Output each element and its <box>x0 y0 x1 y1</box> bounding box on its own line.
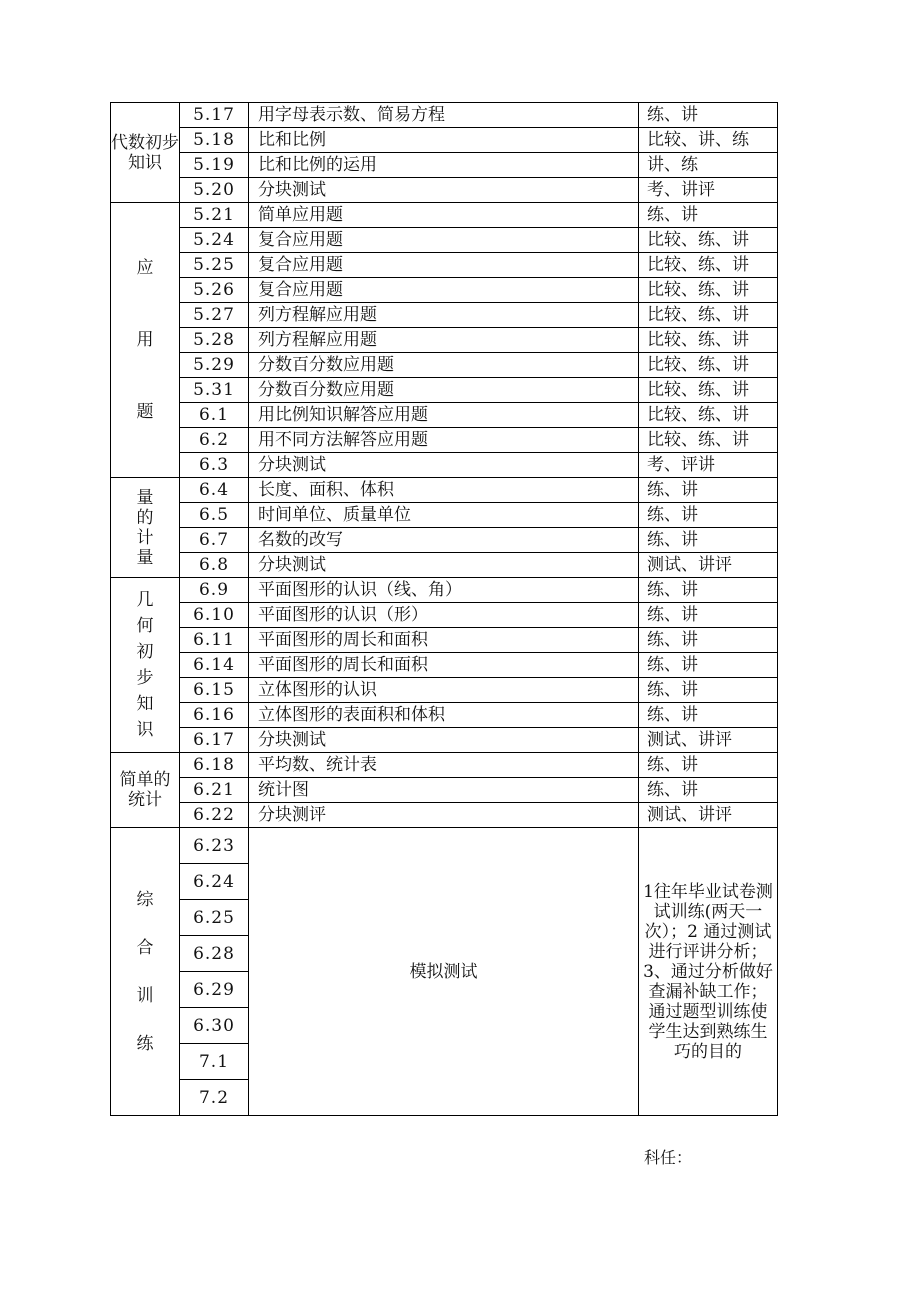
table-row <box>111 578 778 603</box>
table-row <box>111 103 778 128</box>
section-char: 用 <box>136 330 154 350</box>
table-row <box>111 353 778 378</box>
date-cell: 6.2 <box>180 428 249 453</box>
table-row <box>111 428 778 453</box>
note-cell: 1往年毕业试卷测试训练(两天一次）；2 通过测试进行评讲分析；3、通过分析做好查漏补缺工作；通过题型训练使学生达到熟练生巧的目的 <box>639 828 778 1116</box>
section-char: 初 <box>136 642 154 662</box>
method-cell: 比较、练、讲 <box>639 403 778 428</box>
section-geometry <box>111 578 180 753</box>
section-char: 量 <box>136 487 154 508</box>
topic-cell: 平均数、统计表 <box>249 753 639 778</box>
method-cell: 测试、讲评 <box>639 728 778 753</box>
method-cell: 练、讲 <box>639 203 778 228</box>
date-cell: 6.23 <box>180 828 249 864</box>
date-cell: 5.31 <box>180 378 249 403</box>
date-cell: 6.30 <box>180 1008 249 1044</box>
table-row <box>111 128 778 153</box>
table-row <box>111 178 778 203</box>
date-cell: 6.16 <box>180 703 249 728</box>
method-cell: 练、讲 <box>639 703 778 728</box>
date-cell: 6.4 <box>180 478 249 503</box>
date-cell: 5.17 <box>180 103 249 128</box>
method-cell: 比较、练、讲 <box>639 353 778 378</box>
table-row <box>111 378 778 403</box>
table-row <box>111 228 778 253</box>
topic-cell: 比和比例 <box>249 128 639 153</box>
table-row <box>111 478 778 503</box>
table-row <box>111 703 778 728</box>
topic-cell: 分数百分数应用题 <box>249 378 639 403</box>
table-row <box>111 403 778 428</box>
topic-cell: 分块测试 <box>249 178 639 203</box>
date-cell: 6.21 <box>180 778 249 803</box>
date-cell: 6.14 <box>180 653 249 678</box>
topic-cell: 分块测评 <box>249 803 639 828</box>
section-char: 识 <box>136 720 154 740</box>
method-cell: 练、讲 <box>639 603 778 628</box>
date-cell: 5.24 <box>180 228 249 253</box>
table-row <box>111 603 778 628</box>
table-row <box>111 628 778 653</box>
section-measure <box>111 478 180 578</box>
topic-cell: 用字母表示数、简易方程 <box>249 103 639 128</box>
topic-cell: 比和比例的运用 <box>249 153 639 178</box>
topic-cell: 用不同方法解答应用题 <box>249 428 639 453</box>
topic-cell: 列方程解应用题 <box>249 303 639 328</box>
method-cell: 练、讲 <box>639 578 778 603</box>
method-cell: 比较、练、讲 <box>639 303 778 328</box>
date-cell: 5.18 <box>180 128 249 153</box>
date-cell: 6.10 <box>180 603 249 628</box>
date-cell: 6.7 <box>180 528 249 553</box>
date-cell: 6.5 <box>180 503 249 528</box>
table-row <box>111 303 778 328</box>
schedule-table <box>110 102 778 1116</box>
topic-cell: 分块测试 <box>249 728 639 753</box>
date-cell: 5.21 <box>180 203 249 228</box>
date-cell: 6.1 <box>180 403 249 428</box>
section-char: 应 <box>136 258 154 278</box>
topic-cell: 平面图形的认识（线、角） <box>249 578 639 603</box>
date-cell: 6.22 <box>180 803 249 828</box>
topic-cell: 平面图形的认识（形） <box>249 603 639 628</box>
date-cell: 6.3 <box>180 453 249 478</box>
topic-cell: 分块测试 <box>249 553 639 578</box>
method-cell: 练、讲 <box>639 653 778 678</box>
section-comprehensive <box>111 828 180 1116</box>
date-cell: 6.25 <box>180 900 249 936</box>
table-row <box>111 778 778 803</box>
topic-cell: 分数百分数应用题 <box>249 353 639 378</box>
date-cell: 6.29 <box>180 972 249 1008</box>
topic-cell: 简单应用题 <box>249 203 639 228</box>
section-char: 练 <box>136 1033 154 1054</box>
method-cell: 考、讲评 <box>639 178 778 203</box>
date-cell: 6.15 <box>180 678 249 703</box>
section-statistics: 简单的统计 <box>111 753 180 828</box>
section-char: 量 <box>136 547 154 568</box>
table-row <box>111 203 778 228</box>
date-cell: 6.18 <box>180 753 249 778</box>
section-char: 题 <box>136 402 154 422</box>
method-cell: 比较、练、讲 <box>639 328 778 353</box>
section-char: 计 <box>136 527 154 548</box>
topic-cell: 时间单位、质量单位 <box>249 503 639 528</box>
section-char: 合 <box>136 937 154 958</box>
date-cell: 6.9 <box>180 578 249 603</box>
topic-cell: 统计图 <box>249 778 639 803</box>
table-row <box>111 453 778 478</box>
method-cell: 比较、练、讲 <box>639 278 778 303</box>
table-row <box>111 653 778 678</box>
topic-cell: 复合应用题 <box>249 228 639 253</box>
topic-cell: 立体图形的表面积和体积 <box>249 703 639 728</box>
method-cell: 练、讲 <box>639 628 778 653</box>
mock-test-cell: 模拟测试 <box>249 828 639 1116</box>
date-cell: 5.25 <box>180 253 249 278</box>
topic-cell: 列方程解应用题 <box>249 328 639 353</box>
method-cell: 测试、讲评 <box>639 803 778 828</box>
topic-cell: 平面图形的周长和面积 <box>249 653 639 678</box>
method-cell: 比较、练、讲 <box>639 253 778 278</box>
topic-cell: 平面图形的周长和面积 <box>249 628 639 653</box>
section-application <box>111 203 180 478</box>
topic-cell: 分块测试 <box>249 453 639 478</box>
date-cell: 5.27 <box>180 303 249 328</box>
date-cell: 5.29 <box>180 353 249 378</box>
method-cell: 练、讲 <box>639 778 778 803</box>
method-cell: 考、评讲 <box>639 453 778 478</box>
date-cell: 6.24 <box>180 864 249 900</box>
date-cell: 6.11 <box>180 628 249 653</box>
topic-cell: 名数的改写 <box>249 528 639 553</box>
method-cell: 练、讲 <box>639 478 778 503</box>
date-cell: 6.17 <box>180 728 249 753</box>
table-row <box>111 328 778 353</box>
method-cell: 练、讲 <box>639 678 778 703</box>
section-char: 几 <box>136 590 154 610</box>
table-row <box>111 503 778 528</box>
topic-cell: 复合应用题 <box>249 278 639 303</box>
section-char: 的 <box>136 507 154 528</box>
section-char: 何 <box>136 616 154 636</box>
method-cell: 比较、练、讲 <box>639 378 778 403</box>
date-cell: 5.28 <box>180 328 249 353</box>
method-cell: 练、讲 <box>639 503 778 528</box>
date-cell: 6.28 <box>180 936 249 972</box>
section-algebra: 代数初步知识 <box>111 103 180 203</box>
table-row <box>111 153 778 178</box>
topic-cell: 用比例知识解答应用题 <box>249 403 639 428</box>
method-cell: 讲、练 <box>639 153 778 178</box>
date-cell: 6.8 <box>180 553 249 578</box>
date-cell: 7.2 <box>180 1080 249 1116</box>
method-cell: 练、讲 <box>639 753 778 778</box>
section-char: 综 <box>136 889 154 910</box>
section-char: 知 <box>136 694 154 714</box>
teacher-signature-label: 科任： <box>644 1148 693 1167</box>
date-cell: 7.1 <box>180 1044 249 1080</box>
method-cell: 练、讲 <box>639 103 778 128</box>
date-cell: 5.26 <box>180 278 249 303</box>
topic-cell: 长度、面积、体积 <box>249 478 639 503</box>
table-row <box>111 753 778 778</box>
table-row <box>111 803 778 828</box>
method-cell: 比较、练、讲 <box>639 228 778 253</box>
date-cell: 5.19 <box>180 153 249 178</box>
table-row <box>111 828 778 864</box>
date-cell: 5.20 <box>180 178 249 203</box>
section-char: 步 <box>136 668 154 688</box>
table-row <box>111 678 778 703</box>
table-row <box>111 253 778 278</box>
table-row <box>111 728 778 753</box>
table-row <box>111 278 778 303</box>
method-cell: 比较、练、讲 <box>639 428 778 453</box>
topic-cell: 复合应用题 <box>249 253 639 278</box>
section-char: 训 <box>136 985 154 1006</box>
method-cell: 练、讲 <box>639 528 778 553</box>
method-cell: 测试、讲评 <box>639 553 778 578</box>
table-row <box>111 528 778 553</box>
method-cell: 比较、讲、练 <box>639 128 778 153</box>
table-row <box>111 553 778 578</box>
topic-cell: 立体图形的认识 <box>249 678 639 703</box>
